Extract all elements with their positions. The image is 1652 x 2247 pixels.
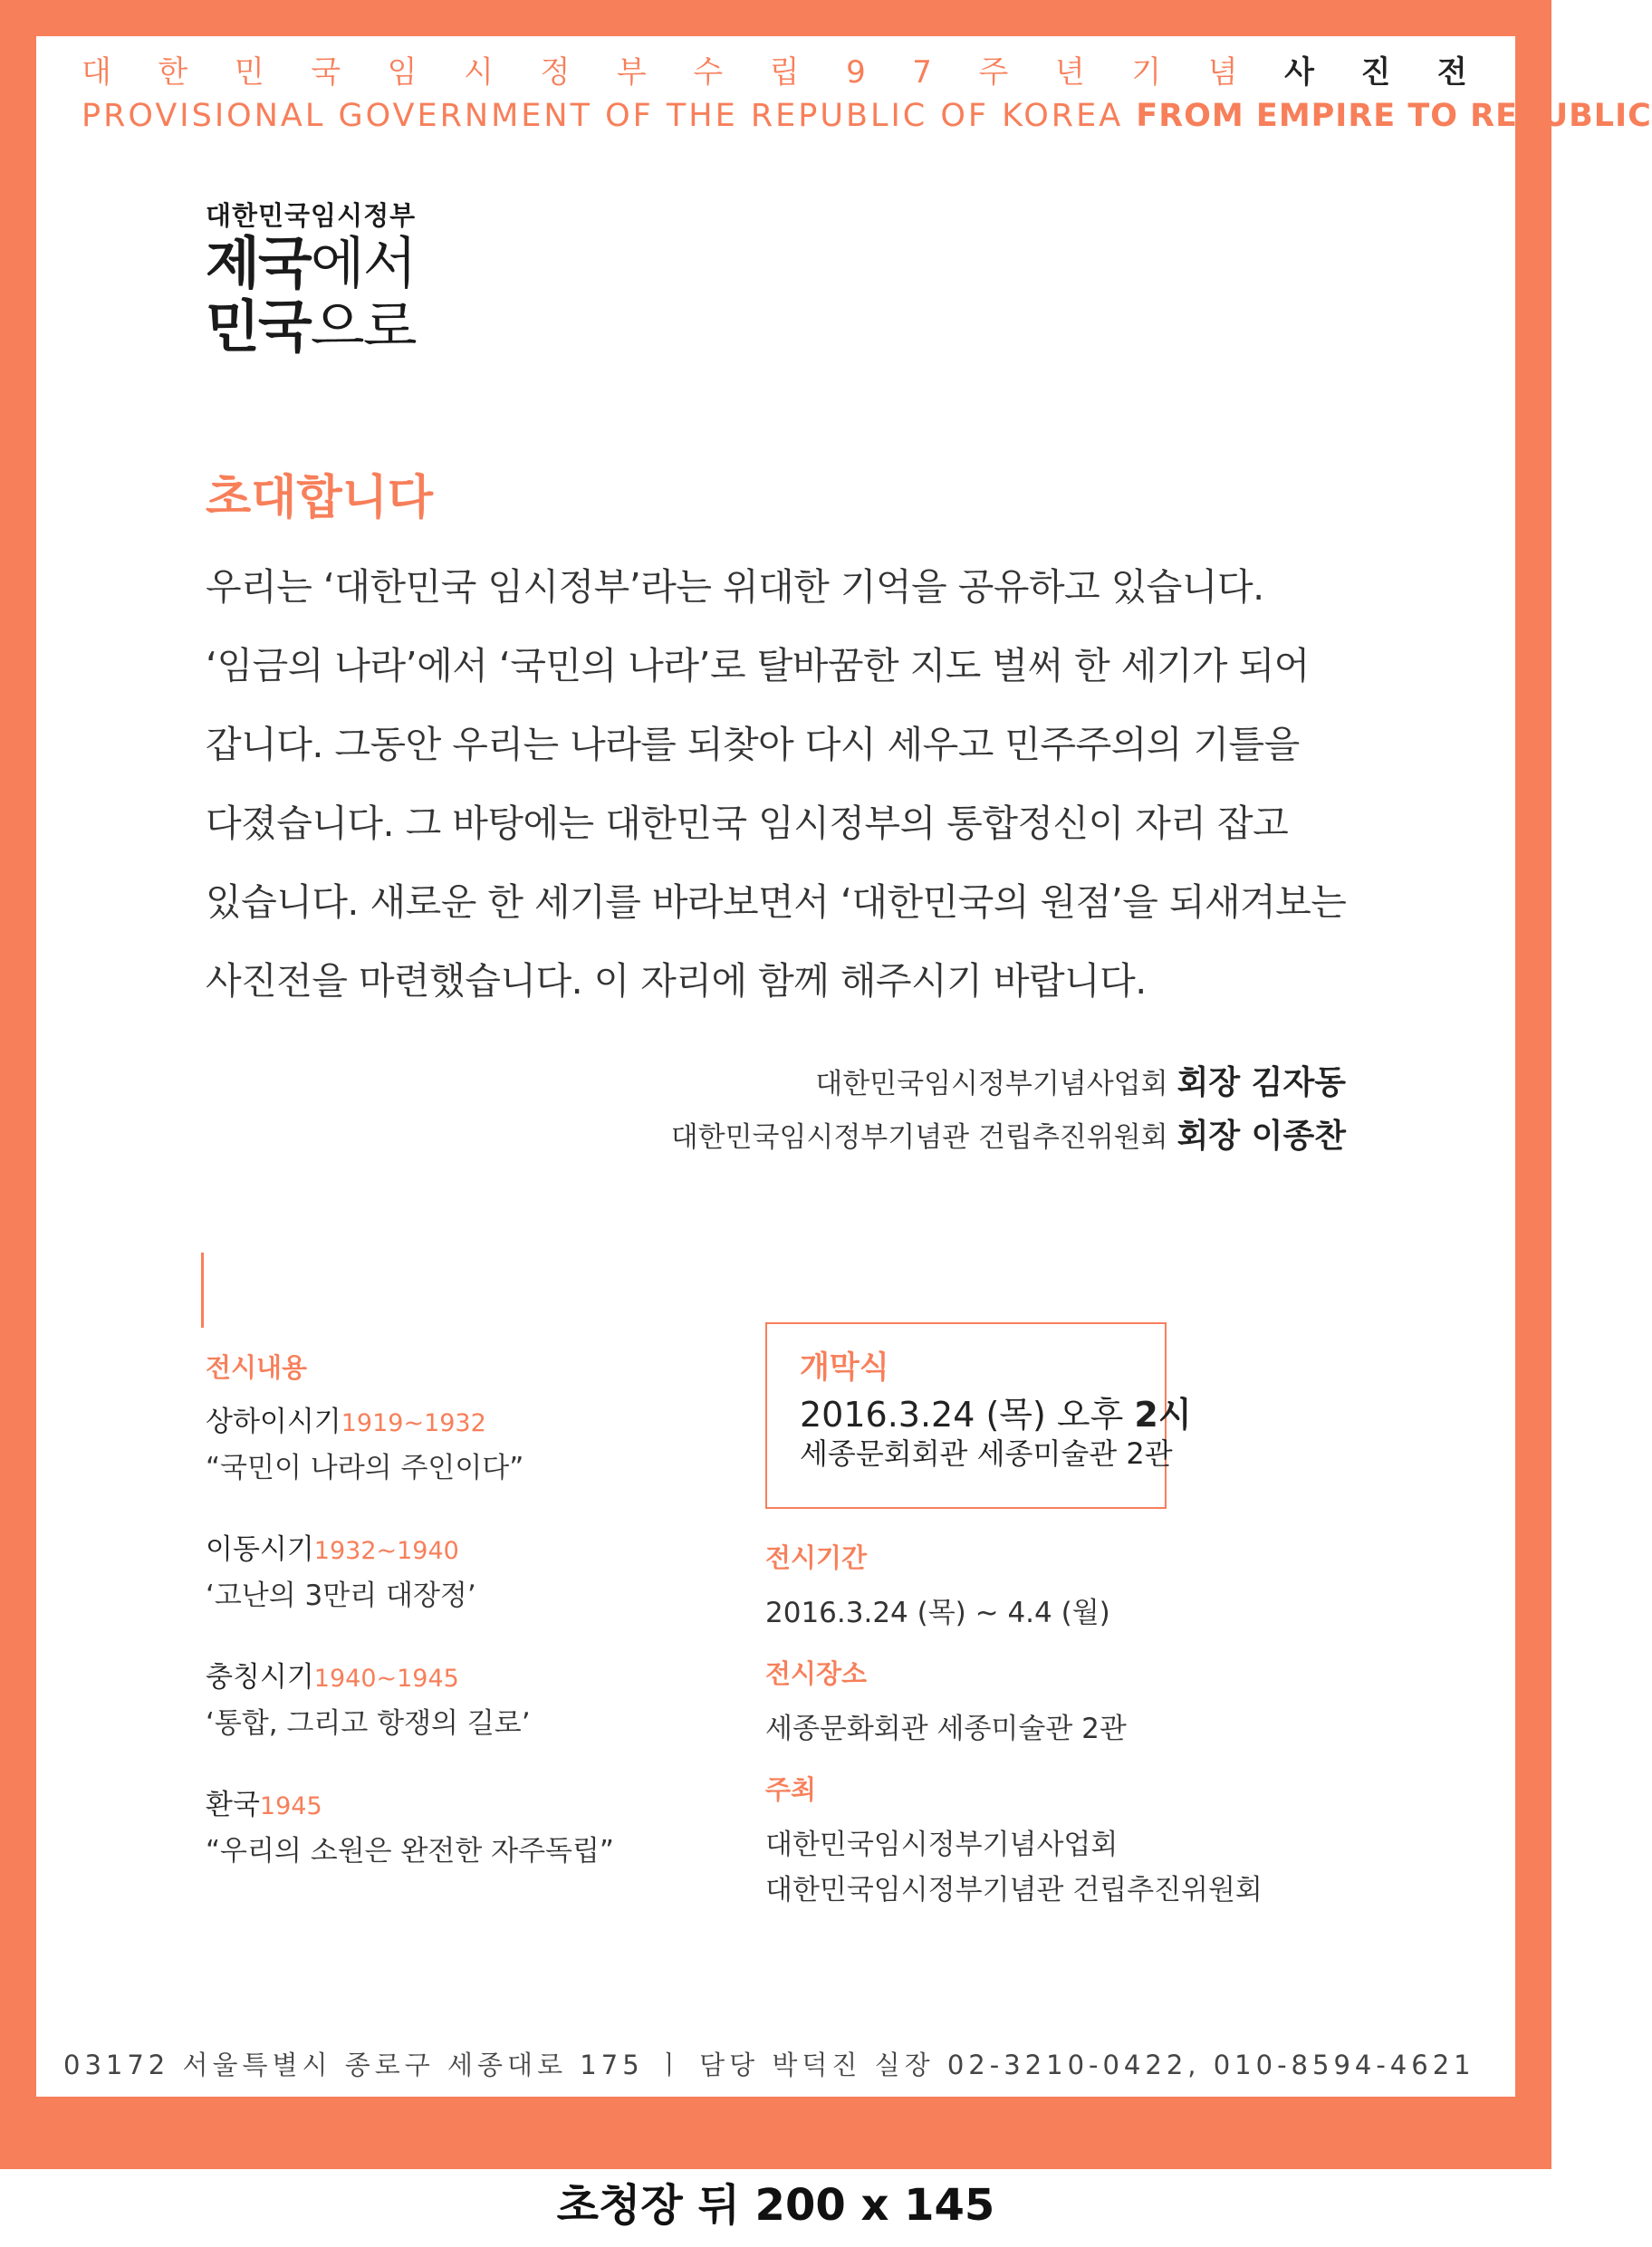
info-value: 2016.3.24 (목) ~ 4.4 (월) <box>765 1597 1110 1629</box>
period-years: 1945 <box>259 1792 322 1820</box>
info-value: 대한민국임시정부기념사업회 <box>765 1829 1119 1861</box>
opening-date: 2016.3.24 (목) 오후 <box>800 1395 1135 1435</box>
header-char: 주 <box>978 54 1009 91</box>
period-quote: “우리의 소원은 완전한 자주독립” <box>206 1835 614 1868</box>
info-value: 대한민국임시정부기념관 건립추진위원회 <box>765 1874 1263 1906</box>
opening-time: 2시 <box>1134 1395 1192 1435</box>
period-name: 충칭시기 <box>206 1661 314 1694</box>
logo-line-2-thin: 에서 <box>310 230 416 296</box>
logo-line-3-bold: 민국 <box>206 293 311 360</box>
info-label: 주최 <box>765 1774 817 1805</box>
exhibition-info <box>765 1540 1399 1933</box>
header-char: 념 <box>1207 54 1238 91</box>
info-label: 전시기간 <box>765 1542 868 1573</box>
logo-line-2-bold: 제국 <box>206 230 311 296</box>
signature-org: 대한민국임시정부기념관 건립추진위원회 <box>670 1121 1168 1154</box>
header-char-bold: 사 <box>1284 54 1314 91</box>
info-venue <box>765 1656 1399 1752</box>
spec-caption: 초청장 뒤 200 x 145 <box>556 2180 995 2231</box>
opening-venue: 세종문회회관 세종미술관 2관 <box>800 1436 1173 1471</box>
body-line: 있습니다. 새로운 한 세기를 바라보면서 ‘대한민국의 원점’을 되새겨보는 <box>206 880 1347 924</box>
info-host <box>765 1772 1399 1913</box>
logo-line-3 <box>206 295 416 359</box>
body-line: 다졌습니다. 그 바탕에는 대한민국 임시정부의 통합정신이 자리 잡고 <box>206 802 1289 845</box>
period-years: 1919~1932 <box>341 1409 486 1437</box>
header-english-light: PROVISIONAL GOVERNMENT OF THE REPUBLIC OF KOREA <box>82 98 1124 134</box>
header-char: 대 <box>82 54 111 91</box>
invitation-title: 초대합니다 <box>206 471 434 525</box>
header-char: 임 <box>387 54 418 91</box>
header-korean-title <box>82 53 1467 92</box>
info-value: 세종문화회관 세종미술관 2관 <box>765 1713 1127 1745</box>
exhibition-logo <box>206 199 416 359</box>
header-char: 수 <box>693 54 724 91</box>
period-quote: ‘통합, 그리고 항쟁의 길로’ <box>206 1707 531 1740</box>
header-char-bold: 전 <box>1436 54 1467 91</box>
signature-row <box>671 1110 1346 1164</box>
logo-line-3-thin: 으로 <box>310 293 416 360</box>
period-years: 1932~1940 <box>313 1537 459 1565</box>
logo-line-2 <box>206 232 416 295</box>
header-char-bold: 진 <box>1360 54 1391 91</box>
signature-row <box>671 1057 1346 1110</box>
opening-datetime <box>800 1395 1192 1435</box>
exhibition-contents <box>206 1349 767 1911</box>
contact-footer: 03172 서울특별시 종로구 세종대로 175 ㅣ 담당 박덕진 실장 02-3210-0422, 010-8594-4621 <box>63 2050 1475 2080</box>
header-char: 국 <box>311 54 341 91</box>
header-char: 정 <box>540 54 571 91</box>
exhibition-contents-label: 전시내용 <box>206 1352 308 1383</box>
signature-person: 회장 김자동 <box>1177 1064 1346 1101</box>
logo-line-1: 대한민국임시정부 <box>206 200 417 231</box>
body-line: 갑니다. 그동안 우리는 나라를 되찾아 다시 세우고 민주주의의 기틀을 <box>206 723 1300 766</box>
body-line: 우리는 ‘대한민국 임시정부’라는 위대한 기억을 공유하고 있습니다. <box>206 565 1264 609</box>
period-item <box>206 1528 767 1618</box>
body-line: 사진전을 마련했습니다. 이 자리에 함께 해주시기 바랍니다. <box>206 959 1147 1003</box>
signature-person: 회장 이종찬 <box>1177 1118 1346 1155</box>
header-english-title <box>82 96 1652 136</box>
period-years: 1940~1945 <box>313 1665 459 1693</box>
opening-label: 개막식 <box>800 1349 889 1386</box>
period-item <box>206 1656 767 1746</box>
header-char: 7 <box>912 54 932 91</box>
info-period <box>765 1540 1399 1636</box>
period-item <box>206 1400 767 1491</box>
accent-divider <box>201 1253 204 1328</box>
period-name: 이동시기 <box>206 1533 314 1566</box>
period-name: 상하이시기 <box>206 1406 341 1438</box>
signatures <box>671 1057 1346 1164</box>
period-item <box>206 1783 767 1874</box>
header-char: 년 <box>1054 54 1085 91</box>
header-char: 민 <box>234 54 264 91</box>
header-english-bold: FROM EMPIRE TO REPUBLIC <box>1136 98 1652 134</box>
header-char: 한 <box>158 54 188 91</box>
invitation-body <box>206 548 1347 1021</box>
opening-ceremony-box <box>765 1322 1192 1509</box>
header-char: 립 <box>769 54 800 91</box>
period-quote: “국민이 나라의 주인이다” <box>206 1452 524 1484</box>
body-line: ‘임금의 나라’에서 ‘국민의 나라’로 탈바꿈한 지도 벌써 한 세기가 되어 <box>206 644 1310 687</box>
period-title <box>206 1783 767 1829</box>
period-title <box>206 1400 767 1445</box>
header-char: 시 <box>464 54 494 91</box>
period-title <box>206 1528 767 1573</box>
period-title <box>206 1656 767 1701</box>
signature-org: 대한민국임시정부기념사업회 <box>815 1068 1168 1100</box>
period-quote: ‘고난의 3만리 대장정’ <box>206 1580 476 1612</box>
info-label: 전시장소 <box>765 1658 868 1689</box>
header-char: 부 <box>616 54 647 91</box>
period-name: 환국 <box>206 1789 260 1821</box>
header-char: 9 <box>846 54 866 91</box>
header-char: 기 <box>1131 54 1162 91</box>
